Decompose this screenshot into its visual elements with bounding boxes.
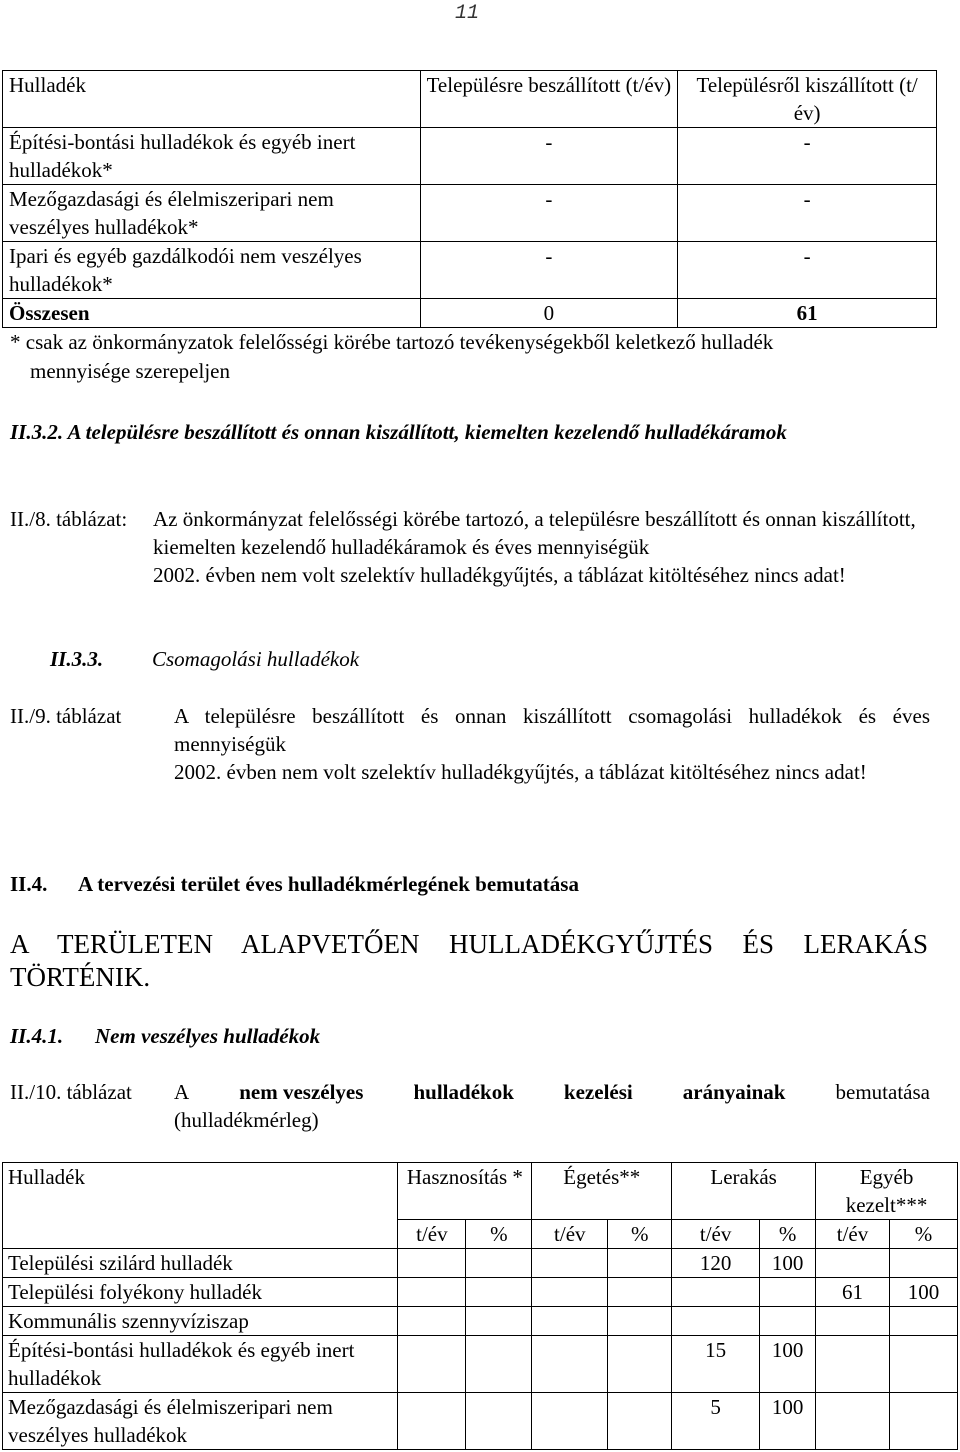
table-cell: -	[420, 242, 678, 299]
table-cell	[760, 1278, 816, 1307]
table-10-title-line	[174, 1078, 930, 1106]
table-cell	[466, 1249, 532, 1278]
table-cell: 100	[889, 1278, 957, 1307]
table-row	[3, 1307, 958, 1336]
row-label: Ipari és egyéb gazdálkodói nem veszélyes hulladékok*	[3, 242, 421, 299]
section-heading-ii-3-2: II.3.2. A településre beszállított és onnan kiszállított, kiemelten kezelendő hulladékáramok	[10, 420, 787, 444]
table-cell	[398, 1278, 466, 1307]
table-cell: -	[420, 128, 678, 185]
waste-balance-table	[2, 1162, 958, 1450]
caption-word: bemutatása	[835, 1080, 930, 1104]
table-10-caption	[174, 1078, 930, 1134]
section-title-ii-3-3: Csomagolási hulladékok	[152, 647, 360, 671]
table-cell	[608, 1336, 672, 1393]
table-cell	[816, 1393, 890, 1450]
column-header: Hulladék	[3, 1163, 398, 1249]
table-cell	[466, 1393, 532, 1450]
table-footnote-continued: mennyisége szerepeljen	[30, 359, 230, 383]
unit-header: %	[466, 1220, 532, 1249]
table-cell	[672, 1307, 760, 1336]
table-header-row	[3, 71, 937, 128]
total-in: 0	[420, 299, 678, 328]
row-label: Kommunális szennyvíziszap	[3, 1307, 398, 1336]
page-number: 11	[455, 2, 480, 25]
table-cell: 61	[816, 1278, 890, 1307]
table-9-title: A településre beszállított és onnan kiszállított csomagolási hulladékok és éves mennyiségük	[174, 704, 930, 756]
table-8-caption	[153, 505, 931, 589]
unit-header: %	[889, 1220, 957, 1249]
table-cell	[608, 1393, 672, 1450]
row-label: Települési folyékony hulladék	[3, 1278, 398, 1307]
row-label: Építési-bontási hulladékok és egyéb inert hulladékok	[3, 1336, 398, 1393]
unit-header: %	[608, 1220, 672, 1249]
caption-word: arányainak	[682, 1080, 786, 1104]
table-cell	[816, 1336, 890, 1393]
table-row	[3, 128, 937, 185]
table-row	[3, 1249, 958, 1278]
table-cell: 100	[760, 1393, 816, 1450]
table-8-label: II./8. táblázat:	[10, 507, 128, 531]
table-cell: 15	[672, 1336, 760, 1393]
unit-header: t/év	[532, 1220, 608, 1249]
table-footnote: * csak az önkormányzatok felelősségi körébe tartozó tevékenységekből keletkező hulladék	[10, 330, 774, 354]
table-cell: -	[420, 185, 678, 242]
waste-transport-table	[2, 70, 937, 328]
table-cell	[466, 1336, 532, 1393]
column-header: Hulladék	[3, 71, 421, 128]
table-8-title: Az önkormányzat felelősségi körébe tartozó, a településre beszállított és onnan kiszállított, kiemelten kezelendő hulladékáramok és éves mennyiségük	[153, 507, 916, 559]
section-number-ii-4: II.4.	[10, 872, 48, 896]
unit-header: %	[760, 1220, 816, 1249]
section-title-ii-4-1: Nem veszélyes hulladékok	[95, 1024, 321, 1048]
caption-word: A	[174, 1080, 190, 1104]
waste-statement: A TERÜLETEN ALAPVETŐEN HULLADÉKGYŰJTÉS ÉS LERAKÁS TÖRTÉNIK.	[10, 929, 928, 992]
table-row	[3, 1393, 958, 1450]
row-label: Mezőgazdasági és élelmiszeripari nem veszélyes hulladékok*	[3, 185, 421, 242]
column-header: Településre beszállított (t/év)	[420, 71, 678, 128]
total-label: Összesen	[3, 299, 421, 328]
table-cell	[398, 1393, 466, 1450]
table-cell: -	[678, 242, 937, 299]
table-row	[3, 1278, 958, 1307]
table-cell	[532, 1336, 608, 1393]
table-cell: -	[678, 185, 937, 242]
table-cell	[466, 1278, 532, 1307]
column-header: Hasznosítás *	[398, 1163, 532, 1220]
table-8-note: 2002. évben nem volt szelektív hulladékgyűjtés, a táblázat kitöltéséhez nincs adat!	[153, 563, 846, 587]
table-10-label: II./10. táblázat	[10, 1080, 132, 1104]
column-header: Településről kiszállított (t/év)	[678, 71, 937, 128]
table-cell	[889, 1307, 957, 1336]
section-number-ii-4-1: II.4.1.	[10, 1024, 64, 1048]
column-header: Egyéb kezelt***	[816, 1163, 958, 1220]
caption-word: kezelési	[563, 1080, 633, 1104]
column-header: Lerakás	[672, 1163, 816, 1220]
caption-word: nem veszélyes	[239, 1080, 364, 1104]
row-label: Építési-bontási hulladékok és egyéb inert hulladékok*	[3, 128, 421, 185]
table-cell	[398, 1249, 466, 1278]
table-cell: 5	[672, 1393, 760, 1450]
table-cell	[532, 1393, 608, 1450]
table-9-label: II./9. táblázat	[10, 704, 122, 728]
table-cell	[532, 1278, 608, 1307]
table-cell: 120	[672, 1249, 760, 1278]
table-cell: -	[678, 128, 937, 185]
total-out: 61	[678, 299, 937, 328]
table-9-note: 2002. évben nem volt szelektív hulladékgyűjtés, a táblázat kitöltéséhez nincs adat!	[174, 760, 867, 784]
table-9-caption	[174, 702, 930, 786]
table-cell	[608, 1307, 672, 1336]
unit-header: t/év	[672, 1220, 760, 1249]
table-cell	[672, 1278, 760, 1307]
row-label: Mezőgazdasági és élelmiszeripari nem veszélyes hulladékok	[3, 1393, 398, 1450]
unit-header: t/év	[398, 1220, 466, 1249]
unit-header: t/év	[816, 1220, 890, 1249]
table-cell	[816, 1307, 890, 1336]
table-cell	[760, 1307, 816, 1336]
table-cell	[889, 1336, 957, 1393]
table-row	[3, 242, 937, 299]
table-row	[3, 1336, 958, 1393]
table-cell	[816, 1249, 890, 1278]
table-cell: 100	[760, 1336, 816, 1393]
table-cell	[398, 1307, 466, 1336]
table-cell	[608, 1278, 672, 1307]
table-row	[3, 185, 937, 242]
table-header-row	[3, 1163, 958, 1220]
table-cell	[608, 1249, 672, 1278]
column-header: Égetés**	[532, 1163, 672, 1220]
table-cell	[398, 1336, 466, 1393]
caption-word: hulladékok	[413, 1080, 514, 1104]
table-cell	[466, 1307, 532, 1336]
table-cell: 100	[760, 1249, 816, 1278]
total-row	[3, 299, 937, 328]
table-cell	[889, 1393, 957, 1450]
section-title-ii-4: A tervezési terület éves hulladékmérlegének bemutatása	[78, 872, 579, 896]
section-number-ii-3-3: II.3.3.	[50, 647, 104, 671]
row-label: Települési szilárd hulladék	[3, 1249, 398, 1278]
table-cell	[889, 1249, 957, 1278]
table-10-title-line-2: (hulladékmérleg)	[174, 1108, 319, 1132]
table-cell	[532, 1249, 608, 1278]
table-cell	[532, 1307, 608, 1336]
